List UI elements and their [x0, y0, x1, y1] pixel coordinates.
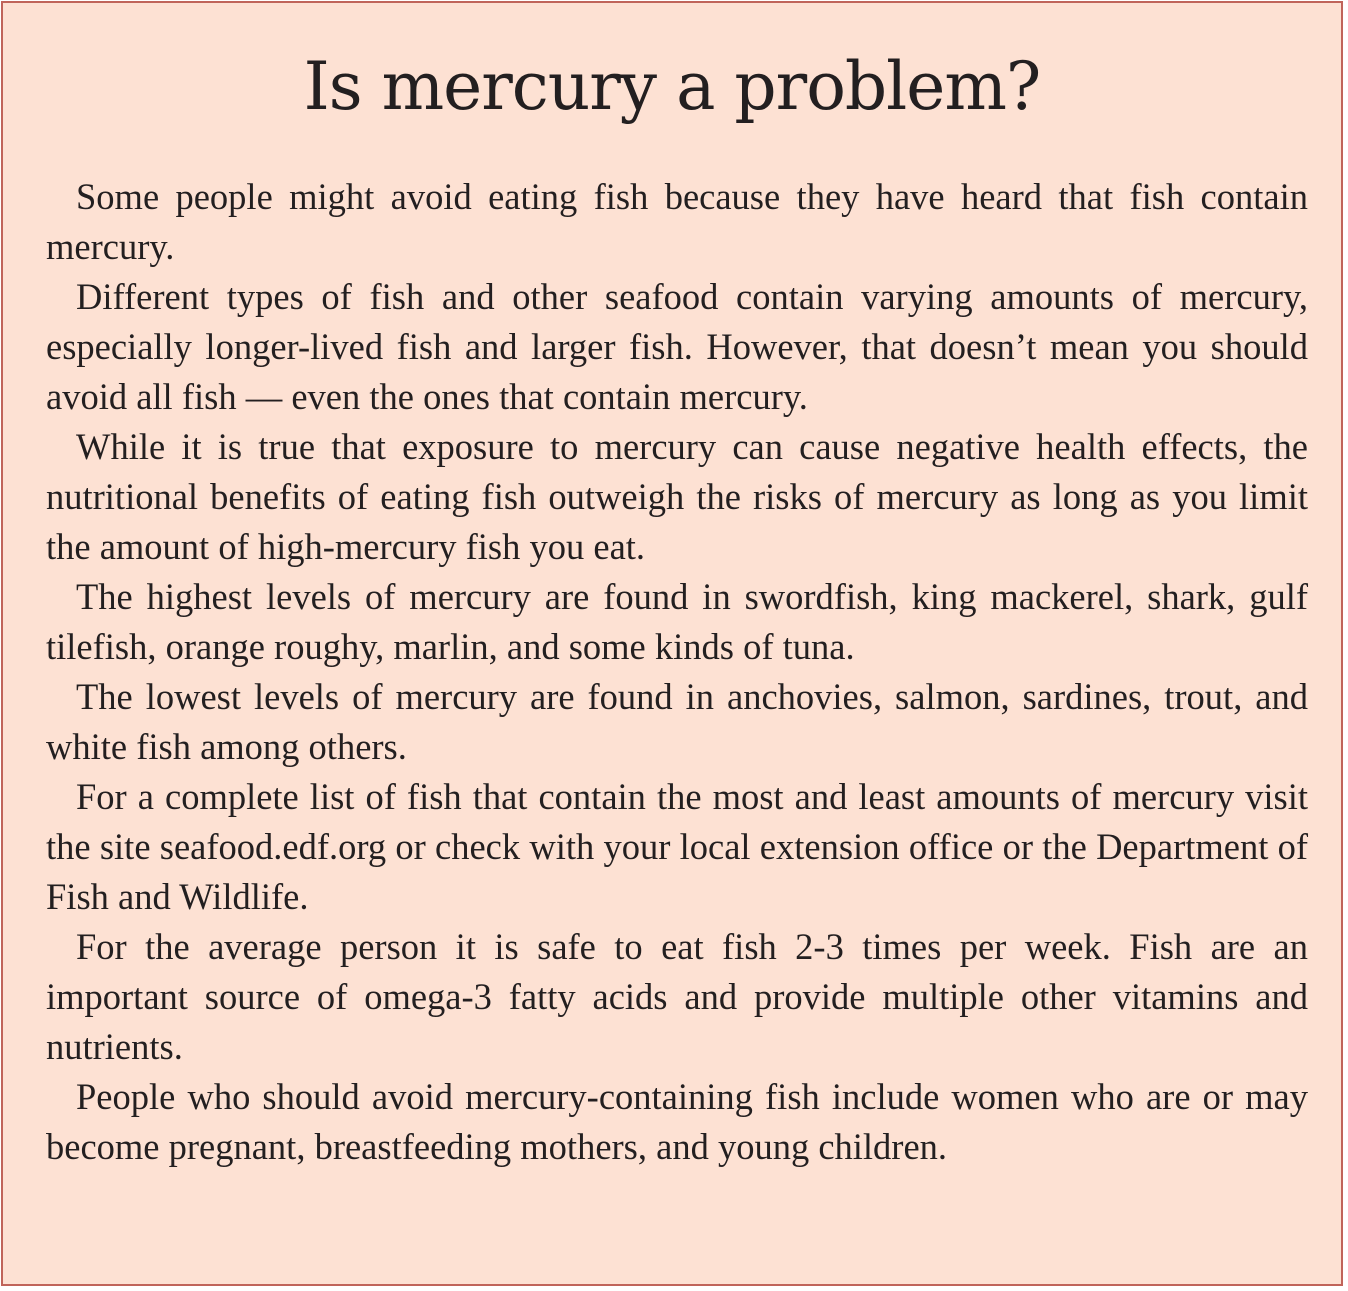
paragraph-lowest-levels: The lowest levels of mercury are found in anchovies, salmon, sardines, trout, and white fish among others. — [46, 676, 1308, 767]
paragraph-at-risk-groups: People who should avoid mercury-containing fish include women who are or may become pregnant, breastfeeding mothers, and young children. — [46, 1076, 1308, 1167]
info-box — [1, 1, 1343, 1286]
paragraph-varying-amounts: Different types of fish and other seafood contain varying amounts of mercury, especially longer-lived fish and larger fish. However, that doesn’t mean you should avoid all fish — even the ones that contain mercury. — [46, 276, 1308, 417]
paragraph-health-benefits: While it is true that exposure to mercury can cause negative health effects, the nutritional benefits of eating fish outweigh the risks of mercury as long as you limit the amount of high-mercury fish you eat. — [46, 426, 1308, 567]
paragraph-fish-avoidance: Some people might avoid eating fish because they have heard that fish contain mercury. — [46, 176, 1308, 267]
paragraph-safe-frequency: For the average person it is safe to eat fish 2-3 times per week. Fish are an important source of omega-3 fatty acids and provide multiple other vitamins and nutrients. — [46, 926, 1308, 1067]
paragraph-complete-list: For a complete list of fish that contain the most and least amounts of mercury visit the site seafood.edf.org or check with your local extension office or the Department of Fish and Wildlife. — [46, 776, 1308, 917]
box-body — [46, 172, 1308, 1172]
paragraph-highest-levels: The highest levels of mercury are found in swordfish, king mackerel, shark, gulf tilefish, orange roughy, marlin, and some kinds of tuna. — [46, 576, 1308, 667]
box-title: Is mercury a problem? — [303, 48, 1041, 125]
